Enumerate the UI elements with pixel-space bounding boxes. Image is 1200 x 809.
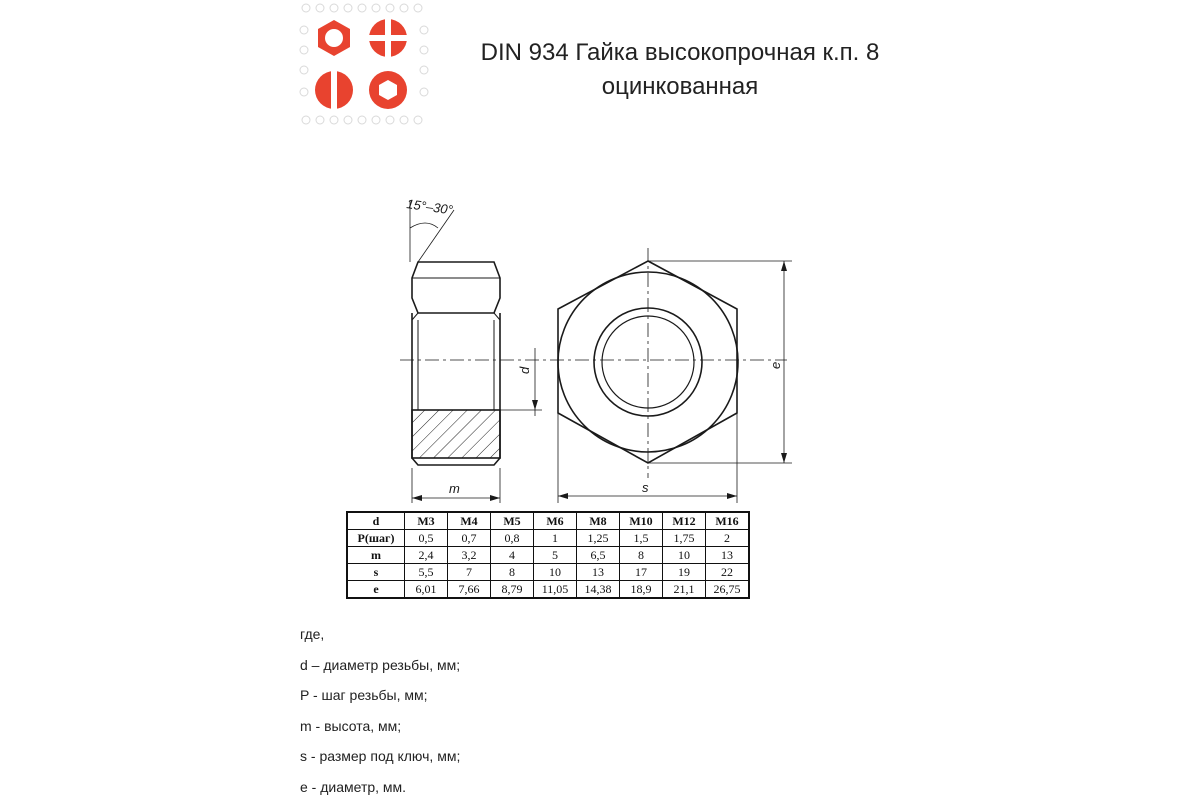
nut-technical-drawing xyxy=(392,188,812,508)
title-line-2: оцинкованная xyxy=(440,70,920,104)
legend-item: P - шаг резьбы, мм; xyxy=(300,687,460,718)
legend-item: e - диаметр, мм. xyxy=(300,779,460,809)
table-cell: 17 xyxy=(620,564,663,581)
header-cell: M6 xyxy=(534,512,577,530)
table-row xyxy=(347,530,749,547)
table-cell: 1,5 xyxy=(620,530,663,547)
table-cell: 1 xyxy=(534,530,577,547)
header-cell: M4 xyxy=(448,512,491,530)
table-cell: 7,66 xyxy=(448,581,491,599)
table-cell: 0,7 xyxy=(448,530,491,547)
table-cell: 19 xyxy=(663,564,706,581)
table-cell: 10 xyxy=(534,564,577,581)
hex-socket-icon xyxy=(369,71,407,109)
header-cell: M8 xyxy=(577,512,620,530)
legend-item: s - размер под ключ, мм; xyxy=(300,748,460,779)
angle-label: 15°–30° xyxy=(406,196,454,217)
table-cell: 26,75 xyxy=(706,581,750,599)
header-cell: M12 xyxy=(663,512,706,530)
legend xyxy=(300,626,460,809)
legend-item: d – диаметр резьбы, мм; xyxy=(300,657,460,688)
header-cell: d xyxy=(347,512,405,530)
table-cell: 14,38 xyxy=(577,581,620,599)
table-cell: 11,05 xyxy=(534,581,577,599)
m-label: m xyxy=(449,481,460,496)
table-cell: 4 xyxy=(491,547,534,564)
table-row xyxy=(347,581,749,599)
table-cell: 10 xyxy=(663,547,706,564)
row-label: s xyxy=(347,564,405,581)
table-cell: 5,5 xyxy=(405,564,448,581)
brand-logo xyxy=(298,0,433,128)
header-cell: M10 xyxy=(620,512,663,530)
table-cell: 5 xyxy=(534,547,577,564)
table-cell: 0,5 xyxy=(405,530,448,547)
row-label: P(шаг) xyxy=(347,530,405,547)
table-cell: 1,25 xyxy=(577,530,620,547)
specs-table xyxy=(346,511,750,599)
table-cell: 0,8 xyxy=(491,530,534,547)
e-label: e xyxy=(768,362,783,369)
table-cell: 6,01 xyxy=(405,581,448,599)
row-label: e xyxy=(347,581,405,599)
table-cell: 8 xyxy=(620,547,663,564)
row-label: m xyxy=(347,547,405,564)
header-cell: M16 xyxy=(706,512,750,530)
table-cell: 6,5 xyxy=(577,547,620,564)
s-label: s xyxy=(642,480,649,495)
slotted-head-icon xyxy=(315,71,353,109)
nut-side-view xyxy=(412,262,500,465)
header-cell: M3 xyxy=(405,512,448,530)
d-label: d xyxy=(517,366,532,374)
table-cell: 18,9 xyxy=(620,581,663,599)
table-header-row xyxy=(347,512,749,530)
table-cell: 2,4 xyxy=(405,547,448,564)
header-cell: M5 xyxy=(491,512,534,530)
table-cell: 1,75 xyxy=(663,530,706,547)
table-cell: 22 xyxy=(706,564,750,581)
table-cell: 2 xyxy=(706,530,750,547)
table-cell: 8,79 xyxy=(491,581,534,599)
page-title xyxy=(440,36,920,104)
table-row xyxy=(347,547,749,564)
table-cell: 3,2 xyxy=(448,547,491,564)
table-cell: 7 xyxy=(448,564,491,581)
table-cell: 13 xyxy=(706,547,750,564)
table-row xyxy=(347,564,749,581)
legend-item: m - высота, мм; xyxy=(300,718,460,749)
table-cell: 21,1 xyxy=(663,581,706,599)
table-cell: 13 xyxy=(577,564,620,581)
table-cell: 8 xyxy=(491,564,534,581)
legend-item: где, xyxy=(300,626,460,657)
title-line-1: DIN 934 Гайка высокопрочная к.п. 8 xyxy=(440,36,920,70)
cross-head-icon xyxy=(369,19,407,57)
